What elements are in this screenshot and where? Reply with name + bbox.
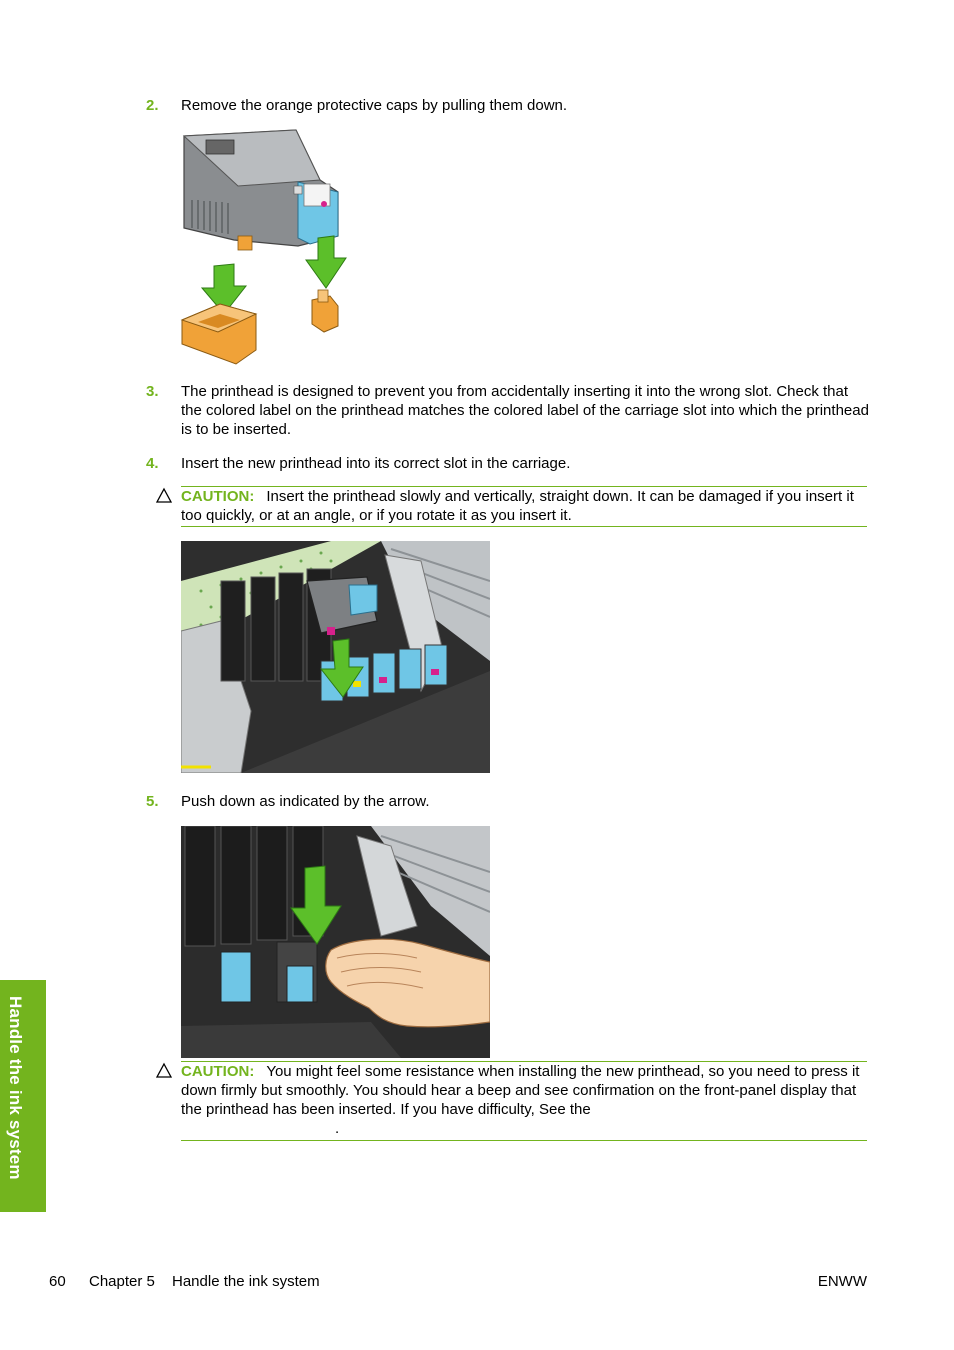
caution-box [181, 486, 867, 527]
caution-text: You might feel some resistance when installing the new printhead, so you need to press it down firmly but smoothly. You should hear a beep and see confirmation on the front-panel display that the printhead has been inserted. If you have difficulty, See the [181, 1063, 860, 1118]
step-text: Insert the new printhead into its correct slot in the carriage. [181, 455, 571, 472]
printhead-caps-illustration [178, 128, 362, 366]
step-number: 5. [146, 793, 159, 810]
footer-chapter: Chapter 5 [89, 1273, 155, 1290]
insert-printhead-photo [181, 541, 490, 773]
footer-chapter-title: Handle the ink system [172, 1273, 320, 1290]
caution-triangle-icon [155, 1062, 173, 1080]
step-number: 3. [146, 383, 159, 400]
push-down-photo [181, 826, 490, 1058]
step-text: The printhead is designed to prevent you from accidentally inserting it into the wrong slot. Check that the colored label on the printhead matches the colored label of the carriage slot into which the printhead is to be inserted. [181, 383, 869, 438]
caution-text: Insert the printhead slowly and vertically, straight down. It can be damaged if you insert it too quickly, or at an angle, or if you rotate it as you insert it. [181, 488, 854, 524]
step-text: Remove the orange protective caps by pulling them down. [181, 97, 568, 114]
caution-end: . [335, 1120, 340, 1137]
step-number: 4. [146, 455, 159, 472]
caution-triangle-icon [155, 487, 173, 505]
footer-page-number: 60 [49, 1273, 66, 1290]
caution-label: CAUTION: [181, 1063, 255, 1080]
step-text: Push down as indicated by the arrow. [181, 793, 430, 810]
caution-label: CAUTION: [181, 488, 255, 505]
step-number: 2. [146, 97, 159, 114]
chapter-side-tab [0, 980, 46, 1212]
footer-enww: ENWW [817, 1273, 867, 1290]
caution-box [181, 1061, 867, 1141]
side-tab-text: Handle the ink system [6, 996, 25, 1180]
